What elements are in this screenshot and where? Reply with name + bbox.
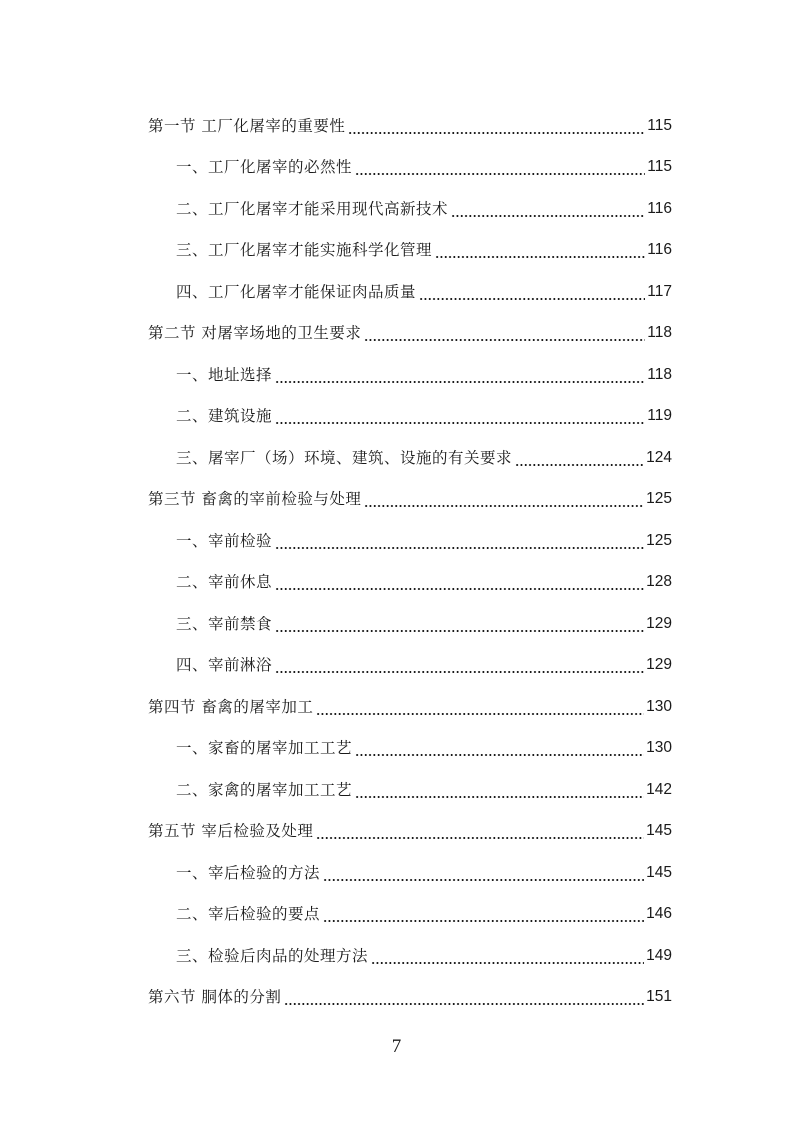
toc-entry-title: 第六节 胴体的分割	[148, 988, 282, 1007]
dot-leader	[355, 780, 644, 800]
toc-entry-title: 第四节 畜禽的屠宰加工	[148, 697, 314, 716]
dot-leader	[275, 572, 644, 592]
toc-entry-title: 一、地址选择	[176, 365, 273, 384]
toc-entry-title: 二、家禽的屠宰加工工艺	[176, 780, 353, 799]
toc-entry-page-number: 118	[647, 324, 672, 342]
toc-entry-title: 第一节 工厂化屠宰的重要性	[148, 116, 346, 135]
toc-entry-title: 一、宰后检验的方法	[176, 863, 321, 882]
toc-entry-title: 第五节 宰后检验及处理	[148, 822, 314, 841]
dot-leader	[275, 614, 644, 634]
toc-entry-page-number: 116	[647, 199, 672, 217]
toc-section-entry[interactable]	[148, 811, 672, 853]
toc-entry-page-number: 117	[647, 282, 672, 300]
dot-leader	[355, 738, 644, 758]
dot-leader	[451, 199, 645, 219]
toc-entry-title: 一、工厂化屠宰的必然性	[176, 158, 353, 177]
toc-entry-page-number: 145	[646, 822, 672, 840]
toc-entry-page-number: 151	[646, 988, 672, 1006]
toc-subsection-entry[interactable]	[148, 894, 672, 936]
dot-leader	[515, 448, 644, 468]
toc-entry-page-number: 115	[647, 116, 672, 134]
toc-entry-page-number: 129	[646, 656, 672, 674]
toc-subsection-entry[interactable]	[148, 852, 672, 894]
toc-entry-title: 四、宰前淋浴	[176, 656, 273, 675]
toc-subsection-entry[interactable]	[148, 603, 672, 645]
toc-entry-title: 第三节 畜禽的宰前检验与处理	[148, 490, 362, 509]
dot-leader	[435, 240, 645, 260]
toc-entry-page-number: 119	[647, 407, 672, 425]
toc-section-entry[interactable]	[148, 686, 672, 728]
toc-entry-page-number: 142	[646, 780, 672, 798]
toc-entry-title: 二、宰后检验的要点	[176, 905, 321, 924]
toc-entry-page-number: 125	[646, 490, 672, 508]
dot-leader	[316, 697, 644, 717]
dot-leader	[275, 655, 644, 675]
toc-entry-page-number: 125	[646, 531, 672, 549]
toc-entry-title: 三、检验后肉品的处理方法	[176, 946, 369, 965]
toc-subsection-entry[interactable]	[148, 188, 672, 230]
dot-leader	[275, 531, 644, 551]
table-of-contents	[148, 105, 672, 1018]
toc-entry-title: 三、屠宰厂（场）环境、建筑、设施的有关要求	[176, 448, 513, 467]
dot-leader	[275, 365, 645, 385]
toc-subsection-entry[interactable]	[148, 645, 672, 687]
dot-leader	[316, 821, 644, 841]
toc-subsection-entry[interactable]	[148, 230, 672, 272]
toc-entry-page-number: 124	[646, 448, 672, 466]
dot-leader	[284, 987, 644, 1007]
toc-section-entry[interactable]	[148, 313, 672, 355]
toc-entry-title: 一、宰前检验	[176, 531, 273, 550]
toc-entry-page-number: 146	[646, 905, 672, 923]
toc-section-entry[interactable]	[148, 479, 672, 521]
toc-entry-page-number: 118	[647, 365, 672, 383]
toc-subsection-entry[interactable]	[148, 728, 672, 770]
dot-leader	[323, 904, 644, 924]
dot-leader	[371, 946, 644, 966]
toc-subsection-entry[interactable]	[148, 769, 672, 811]
toc-entry-page-number: 128	[646, 573, 672, 591]
toc-entry-title: 三、工厂化屠宰才能实施科学化管理	[176, 241, 433, 260]
toc-subsection-entry[interactable]	[148, 396, 672, 438]
dot-leader	[275, 406, 645, 426]
dot-leader	[323, 863, 644, 883]
toc-subsection-entry[interactable]	[148, 520, 672, 562]
toc-subsection-entry[interactable]	[148, 437, 672, 479]
toc-entry-page-number: 130	[646, 697, 672, 715]
toc-subsection-entry[interactable]	[148, 271, 672, 313]
toc-entry-page-number: 149	[646, 946, 672, 964]
toc-subsection-entry[interactable]	[148, 935, 672, 977]
toc-entry-title: 二、工厂化屠宰才能采用现代高新技术	[176, 199, 449, 218]
dot-leader	[419, 282, 645, 302]
toc-subsection-entry[interactable]	[148, 354, 672, 396]
toc-entry-title: 四、工厂化屠宰才能保证肉品质量	[176, 282, 417, 301]
dot-leader	[364, 323, 645, 343]
toc-entry-page-number: 129	[646, 614, 672, 632]
dot-leader	[348, 116, 645, 136]
toc-entry-page-number: 115	[647, 158, 672, 176]
toc-entry-page-number: 145	[646, 863, 672, 881]
toc-subsection-entry[interactable]	[148, 562, 672, 604]
toc-entry-title: 第二节 对屠宰场地的卫生要求	[148, 324, 362, 343]
toc-subsection-entry[interactable]	[148, 147, 672, 189]
toc-entry-title: 一、家畜的屠宰加工工艺	[176, 739, 353, 758]
dot-leader	[364, 489, 644, 509]
toc-entry-page-number: 116	[647, 241, 672, 259]
toc-entry-title: 二、建筑设施	[176, 407, 273, 426]
toc-entry-page-number: 130	[646, 739, 672, 757]
dot-leader	[355, 157, 645, 177]
toc-section-entry[interactable]	[148, 105, 672, 147]
toc-entry-title: 二、宰前休息	[176, 573, 273, 592]
toc-section-entry[interactable]	[148, 977, 672, 1019]
page-number: 7	[391, 1036, 402, 1057]
toc-entry-title: 三、宰前禁食	[176, 614, 273, 633]
